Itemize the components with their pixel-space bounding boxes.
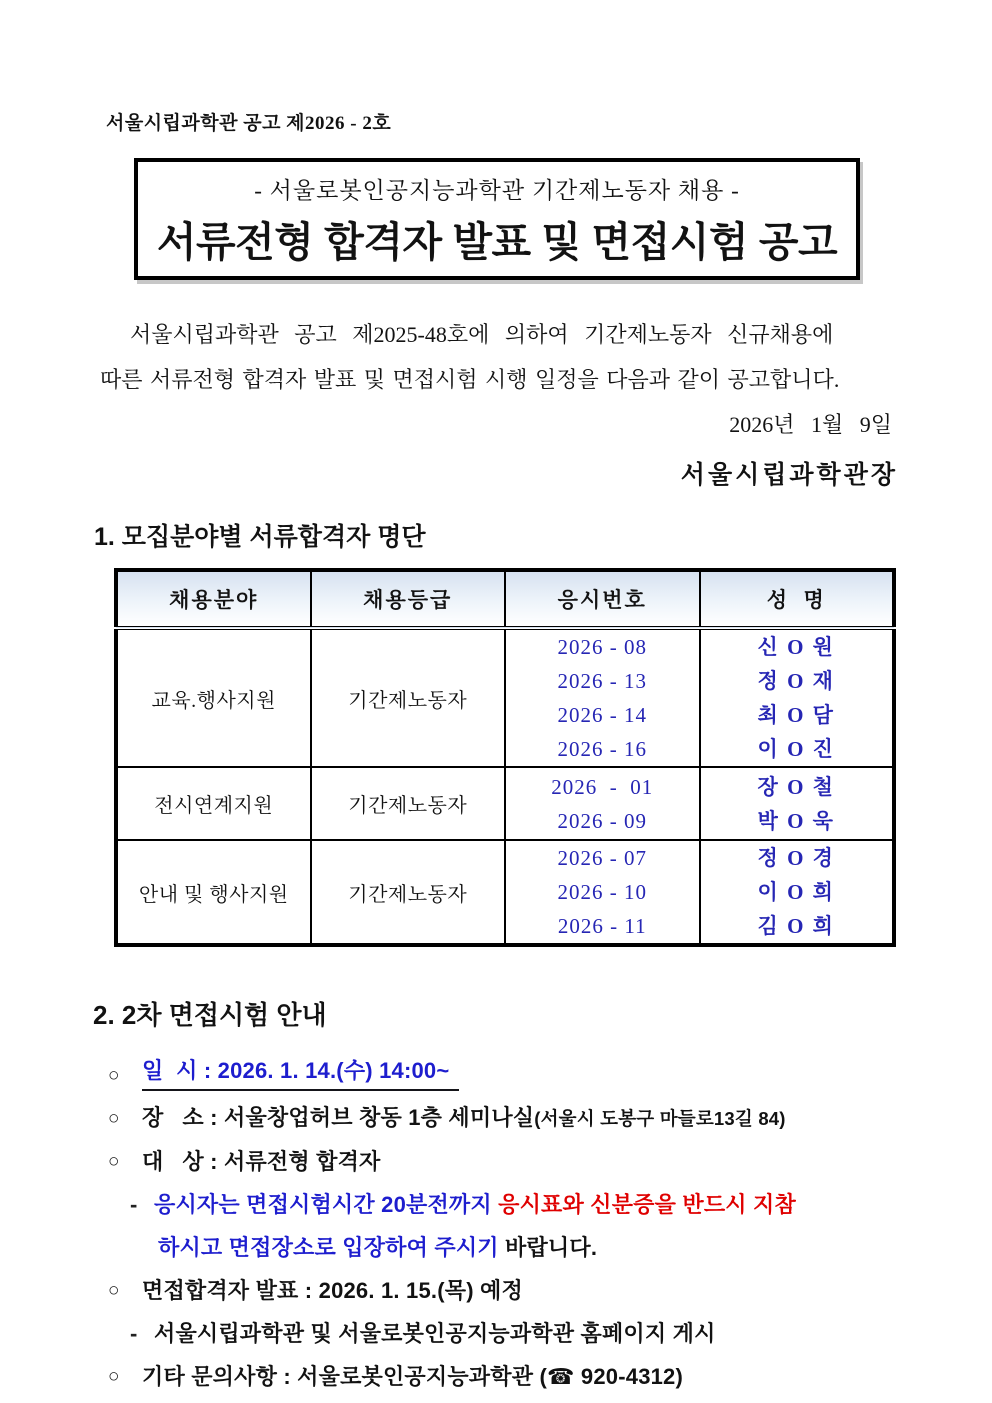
exam-number-cell	[505, 628, 700, 767]
list-item-text	[142, 1147, 380, 1177]
table-row	[116, 767, 894, 840]
title-box	[134, 158, 860, 280]
applicant-name: 박 O 욱	[757, 808, 835, 833]
text-segment: 기타 문의사항 : 서울로봇인공지능과학관 (	[142, 1364, 547, 1389]
list-item-text	[142, 1103, 786, 1134]
exam-number: 2026 - 16	[557, 737, 647, 761]
interview-info-list	[108, 1048, 992, 1392]
list-item	[108, 1134, 992, 1177]
list-item-text	[154, 1190, 796, 1220]
list-item-text	[158, 1233, 597, 1263]
applicant-name: 이 O 희	[757, 880, 835, 904]
announcement-date: 2026년 1월 9일	[729, 412, 892, 437]
name-cell	[700, 840, 895, 945]
circle-bullet-icon: ○	[108, 1366, 120, 1387]
text-segment: 바랍니다.	[505, 1235, 598, 1260]
table-row	[116, 628, 894, 767]
grade-cell: 기간제노동자	[311, 628, 506, 767]
text-segment: 일 시 : 2026. 1. 14.(수) 14:00~	[142, 1058, 450, 1083]
phone-icon: ☎	[547, 1364, 575, 1389]
section-1-heading: 1. 모집분야별 서류합격자 명단	[94, 523, 426, 551]
text-segment: 응시자는 면접시험시간 20분전까지	[154, 1192, 499, 1217]
col-header-exam-number: 응시번호	[505, 570, 700, 628]
applicant-name: 최 O 담	[757, 703, 835, 727]
underlined-text	[142, 1056, 459, 1091]
applicant-table	[114, 568, 896, 947]
text-segment: (서울시 도봉구 마들로13길 84)	[534, 1108, 786, 1129]
intro-paragraph	[100, 312, 894, 402]
text-segment: 대 상 : 서류전형 합격자	[142, 1149, 381, 1174]
list-item	[108, 1091, 992, 1134]
list-item	[108, 1177, 992, 1220]
category-cell: 전시연계지원	[116, 767, 311, 840]
name-cell	[700, 628, 895, 767]
section-2-heading: 2. 2차 면접시험 안내	[93, 1000, 327, 1030]
dash-bullet-icon: -	[130, 1192, 138, 1217]
circle-bullet-icon: ○	[108, 1065, 120, 1086]
exam-number: 2026 - 14	[557, 703, 647, 727]
list-item	[108, 1306, 992, 1349]
exam-number: 2026 - 13	[557, 669, 647, 693]
list-item	[108, 1263, 992, 1306]
list-item	[108, 1048, 992, 1091]
page-title: 서류전형 합격자 발표 및 면접시험 공고	[156, 219, 838, 265]
intro-line-1: 서울시립과학관 공고 제2025-48호에 의하여 기간제노동자 신규채용에	[130, 322, 834, 347]
exam-number-cell	[505, 840, 700, 945]
category-cell: 교육.행사지원	[116, 628, 311, 767]
exam-number: 2026 - 11	[557, 914, 647, 938]
col-header-grade: 채용등급	[311, 570, 506, 628]
applicant-table-header	[116, 570, 894, 628]
category-cell: 안내 및 행사지원	[116, 840, 311, 945]
text-segment: 면접합격자 발표 : 2026. 1. 15.(목) 예정	[142, 1278, 523, 1303]
applicant-name: 이 O 진	[757, 737, 835, 761]
intro-line-2: 따른 서류전형 합격자 발표 및 면접시험 시행 일정을 다음과 같이 공고합니다.	[100, 367, 840, 392]
table-row	[116, 840, 894, 945]
applicant-table-body	[116, 628, 894, 945]
text-segment: 서울시립과학관 및 서울로봇인공지능과학관 홈페이지 게시	[154, 1321, 716, 1346]
circle-bullet-icon: ○	[108, 1280, 120, 1301]
col-header-name: 성 명	[700, 570, 895, 628]
grade-cell: 기간제노동자	[311, 767, 506, 840]
circle-bullet-icon: ○	[108, 1108, 120, 1129]
applicant-name: 신 O 원	[757, 635, 835, 659]
exam-number: 2026 - 09	[557, 808, 647, 833]
signer-title: 서울시립과학관장	[680, 462, 898, 489]
exam-number: 2026 - 01	[551, 774, 654, 799]
list-item-text	[142, 1362, 683, 1392]
exam-number: 2026 - 10	[557, 880, 647, 904]
list-item	[108, 1220, 992, 1263]
col-header-category: 채용분야	[116, 570, 311, 628]
dash-bullet-icon: -	[130, 1321, 138, 1346]
applicant-name: 김 O 희	[757, 914, 835, 938]
applicant-name: 장 O 철	[757, 774, 835, 799]
doc-number: 서울시립과학관 공고 제2026 - 2호	[106, 113, 392, 134]
text-segment: 장 소 : 서울창업허브 창동 1층 세미나실	[142, 1105, 535, 1130]
text-segment: 920-4312)	[574, 1364, 684, 1389]
title-box-subtitle: - 서울로봇인공지능과학관 기간제노동자 채용 -	[254, 178, 740, 203]
list-item-text	[154, 1319, 716, 1349]
name-cell	[700, 767, 895, 840]
exam-number: 2026 - 07	[557, 846, 647, 870]
list-item-text	[142, 1056, 459, 1091]
applicant-name: 정 O 재	[757, 669, 835, 693]
applicant-name: 정 O 경	[757, 846, 835, 870]
list-item	[108, 1349, 992, 1392]
list-item-text	[142, 1276, 523, 1306]
circle-bullet-icon: ○	[108, 1151, 120, 1172]
exam-number: 2026 - 08	[557, 635, 647, 659]
text-segment: 응시표와 신분증을 반드시 지참	[498, 1192, 796, 1217]
grade-cell: 기간제노동자	[311, 840, 506, 945]
exam-number-cell	[505, 767, 700, 840]
text-segment: 하시고 면접장소로 입장하여 주시기	[158, 1235, 506, 1260]
